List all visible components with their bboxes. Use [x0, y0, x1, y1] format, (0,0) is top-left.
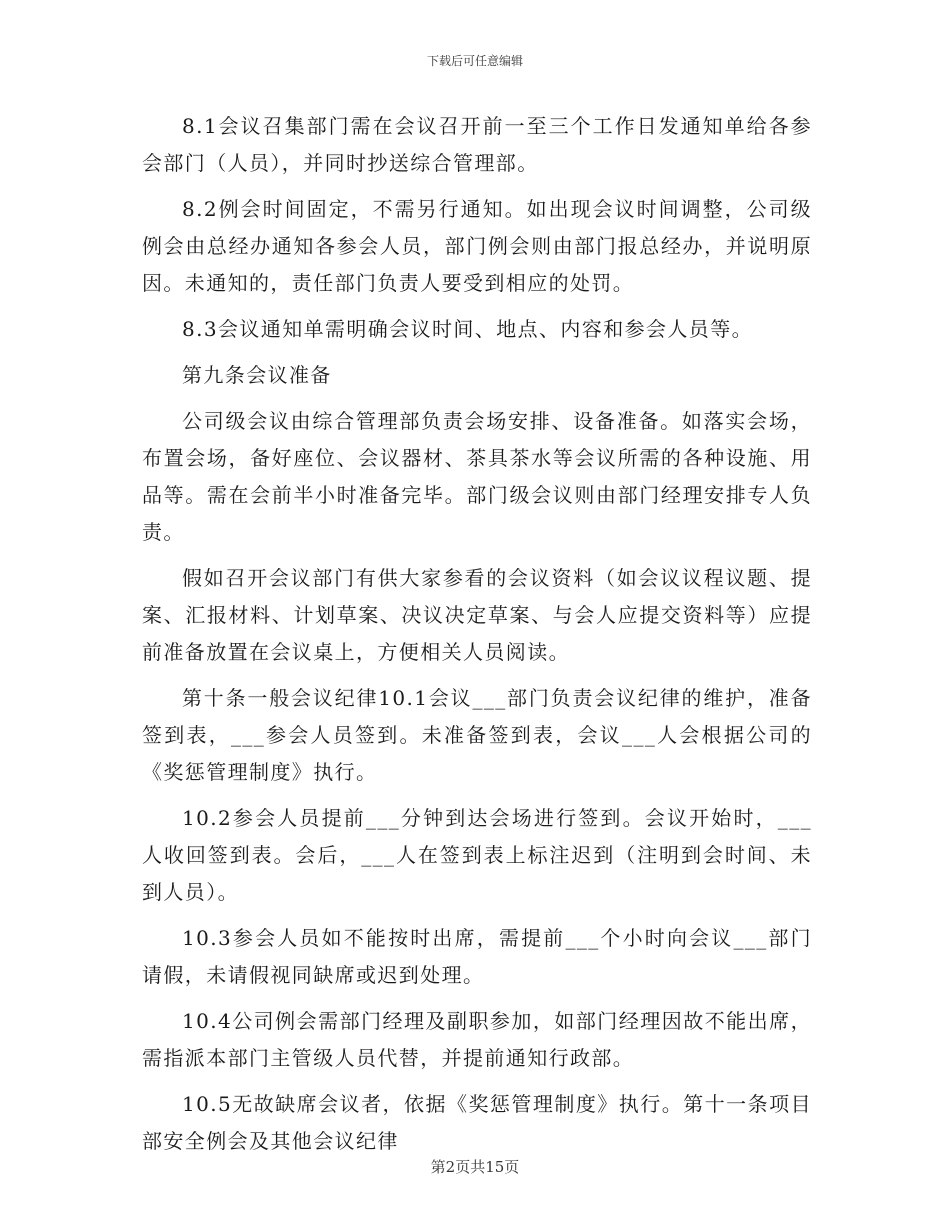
paragraph-8-2: 8.2例会时间固定，不需另行通知。如出现会议时间调整，公司级例会由总经办通知各参会人员，部门例会则由部门报总经办，并说明原因。未通知的，责任部门负责人要受到相应的处罚。 — [142, 197, 812, 295]
paragraph-meeting-materials: 假如召开会议部门有供大家参看的会议资料（如会议议程议题、提案、汇报材料、计划草案、决议决定草案、与会人应提交资料等）应提前准备放置在会议桌上，方便相关人员阅读。 — [142, 566, 812, 664]
paragraph-10-4: 10.4公司例会需部门经理及副职参加，如部门经理因故不能出席，需指派本部门主管级人员代替，并提前通知行政部。 — [142, 1009, 812, 1070]
paragraph-8-1: 8.1会议召集部门需在会议召开前一至三个工作日发通知单给各参会部门（人员），并同时抄送综合管理部。 — [142, 114, 812, 175]
paragraph-10-3: 10.3参会人员如不能按时出席，需提前___个小时向会议___部门请假，未请假视同缺席或迟到处理。 — [142, 926, 812, 987]
document-body — [142, 108, 812, 1169]
paragraph-10-2: 10.2参会人员提前___分钟到达会场进行签到。会议开始时，___人收回签到表。会后，___人在签到表上标注迟到（注明到会时间、未到人员）。 — [142, 806, 812, 904]
paragraph-8-3: 8.3会议通知单需明确会议时间、地点、内容和参会人员等。 — [182, 317, 754, 341]
page-number: 第2页共15页 — [430, 1158, 520, 1176]
section-heading-article-9: 第九条会议准备 — [182, 363, 332, 387]
paragraph-10-5: 10.5无故缺席会议者，依据《奖惩管理制度》执行。第十一条项目部安全例会及其他会议纪律 — [142, 1092, 812, 1153]
page-header-note: 下载后可任意编辑 — [426, 54, 523, 68]
paragraph-article-10-1: 第十条一般会议纪律10.1会议___部门负责会议纪律的维护，准备签到表，___参会人员签到。未准备签到表，会议___人会根据公司的《奖惩管理制度》执行。 — [142, 686, 812, 784]
paragraph-company-meeting-prep: 公司级会议由综合管理部负责会场安排、设备准备。如落实会场，布置会场，备好座位、会议器材、茶具茶水等会议所需的各种设施、用品等。需在会前半小时准备完毕。部门级会议则由部门经理安排专人负责。 — [142, 409, 812, 544]
